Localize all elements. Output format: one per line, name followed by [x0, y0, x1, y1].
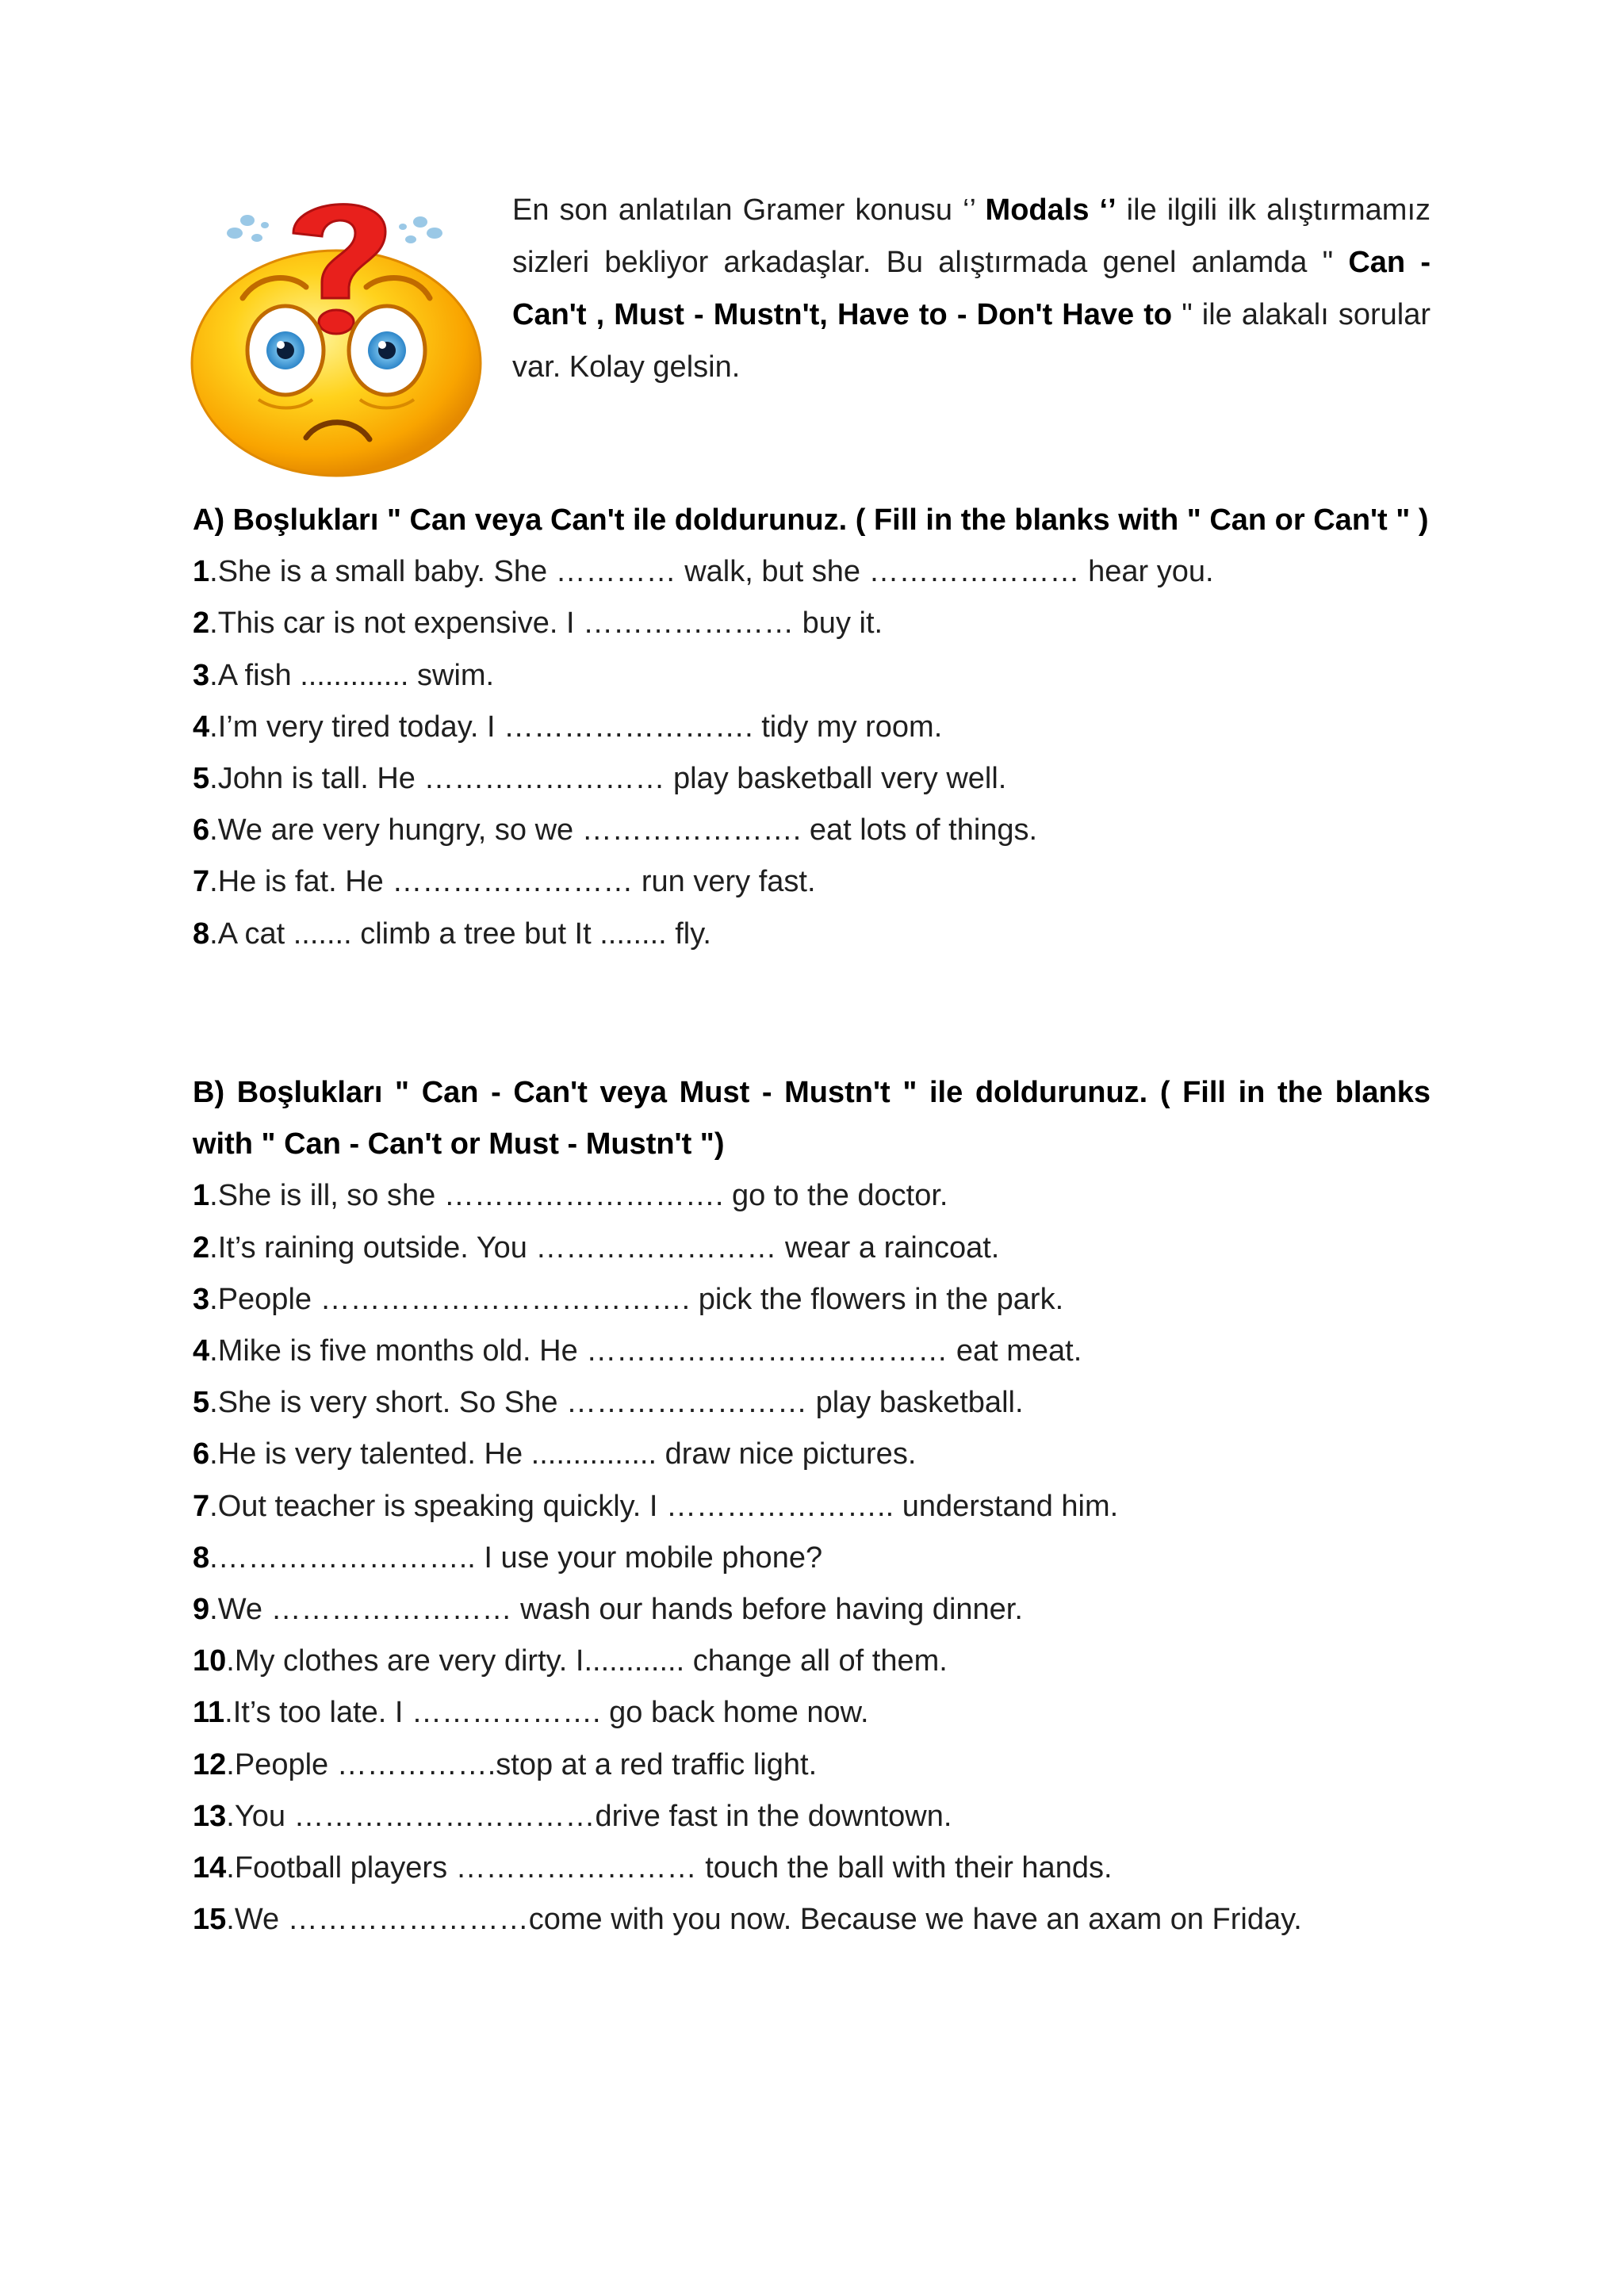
item-number: 13 [193, 1799, 227, 1833]
list-item [193, 546, 1431, 598]
item-number: 3 [193, 1282, 210, 1316]
section-b [193, 1067, 1431, 1946]
list-item [193, 598, 1431, 649]
item-text: .John is tall. He …………………… play basketball very well. [209, 762, 1007, 796]
item-text: .It’s too late. I ………………. go back home now. [224, 1696, 869, 1730]
item-text: .This car is not expensive. I ………………… buy it. [209, 607, 883, 641]
item-number: 6 [193, 813, 210, 848]
section-a-heading: A) Boşlukları " Can veya Can't ile doldurunuz. ( Fill in the blanks with " Can or Can't " ) [193, 503, 1429, 537]
list-item [193, 753, 1431, 805]
item-number: 4 [193, 710, 210, 744]
intro-text-2: ile ilgili ilk alıştırmamız sizleri bekliyor arkadaşlar. Bu alıştırmada genel anlamda " [512, 193, 1431, 279]
list-item [193, 702, 1431, 753]
section-a [193, 495, 1431, 960]
section-b-heading: B) Boşlukları " Can - Can't veya Must - Mustn't " ile doldurunuz. ( Fill in the blanks with " Can - Can't or Must - Mustn't ") [193, 1076, 1431, 1161]
item-text: .We are very hungry, so we …………………. eat lots of things. [209, 813, 1038, 848]
item-number: 10 [193, 1644, 227, 1678]
item-text: .Football players …………………… touch the ball with their hands. [226, 1851, 1113, 1885]
item-number: 3 [193, 658, 210, 692]
item-number: 5 [193, 762, 210, 796]
intro-text-1: En son anlatılan Gramer konusu ‘’ [512, 193, 986, 227]
item-number: 12 [193, 1747, 227, 1781]
item-number: 1 [193, 1179, 210, 1213]
item-text: .She is a small baby. She ………… walk, but she ………………… hear you. [209, 555, 1214, 589]
item-text: .We …………………… wash our hands before having dinner. [209, 1593, 1023, 1627]
item-text: .He is fat. He …………………… run very fast. [209, 865, 816, 899]
list-item [193, 1274, 1431, 1326]
intro-modals-term: Modals ‘’ [985, 193, 1116, 227]
item-number: 1 [193, 555, 210, 589]
item-text: .He is very talented. He ............... draw nice pictures. [209, 1437, 917, 1471]
item-text: .People ………………………………. pick the flowers in the park. [209, 1282, 1064, 1316]
item-text: .People …………….stop at a red traffic light. [226, 1747, 818, 1781]
list-item [193, 1481, 1431, 1533]
item-number: 8 [193, 1540, 210, 1575]
list-item [193, 1326, 1431, 1377]
item-number: 4 [193, 1334, 210, 1368]
item-number: 5 [193, 1386, 210, 1420]
item-text: .Mike is five months old. He ……………………………… eat meat. [209, 1334, 1082, 1368]
list-item [193, 1791, 1431, 1843]
item-number: 7 [193, 1489, 210, 1523]
list-item [193, 1636, 1431, 1687]
list-item [193, 1429, 1431, 1480]
item-text: .We ……………………come with you now. Because we have an axam on Friday. [226, 1903, 1302, 1937]
list-item [193, 650, 1431, 702]
list-item [193, 1377, 1431, 1429]
item-number: 7 [193, 865, 210, 899]
list-item [193, 1223, 1431, 1274]
list-item [193, 856, 1431, 908]
item-text: .She is ill, so she ………………………. go to the doctor. [209, 1179, 948, 1213]
item-number: 9 [193, 1593, 210, 1627]
item-text: .She is very short. So She …………………… play basketball. [209, 1386, 1024, 1420]
item-number: 11 [193, 1696, 225, 1730]
list-item [193, 805, 1431, 856]
list-item [193, 1170, 1431, 1222]
item-text: .You …………………………drive fast in the downtown. [226, 1799, 952, 1833]
item-number: 14 [193, 1851, 227, 1885]
list-item [193, 1584, 1431, 1636]
list-item [193, 1894, 1431, 1946]
intro-paragraph [512, 184, 1431, 393]
confused-face-icon [187, 187, 485, 477]
item-number: 15 [193, 1903, 227, 1937]
item-number: 2 [193, 607, 210, 641]
item-text: .…………………….. I use your mobile phone? [209, 1540, 823, 1575]
item-number: 6 [193, 1437, 210, 1471]
item-text: .A fish ............. swim. [209, 658, 495, 692]
section-a-list [193, 546, 1431, 960]
list-item [193, 1533, 1431, 1584]
item-text: .It’s raining outside. You …………………… wear a raincoat. [209, 1230, 1000, 1265]
item-text: .Out teacher is speaking quickly. I ………………….. understand him. [209, 1489, 1119, 1523]
list-item [193, 1843, 1431, 1894]
item-text: .My clothes are very dirty. I............ change all of them. [226, 1644, 948, 1678]
item-text: .A cat ....... climb a tree but It ........ fly. [209, 916, 711, 951]
intro-text-3: " ile alakalı sorular var. Kolay gelsin. [512, 298, 1431, 384]
item-text: .I’m very tired today. I ……………………. tidy my room. [209, 710, 943, 744]
item-number: 8 [193, 916, 210, 951]
item-number: 2 [193, 1230, 210, 1265]
intro-modals-list: Can - Can't , Must - Mustn't, Have to - Don't Have to [512, 246, 1431, 331]
section-b-list [193, 1170, 1431, 1946]
list-item [193, 909, 1431, 960]
list-item [193, 1687, 1431, 1739]
list-item [193, 1739, 1431, 1791]
